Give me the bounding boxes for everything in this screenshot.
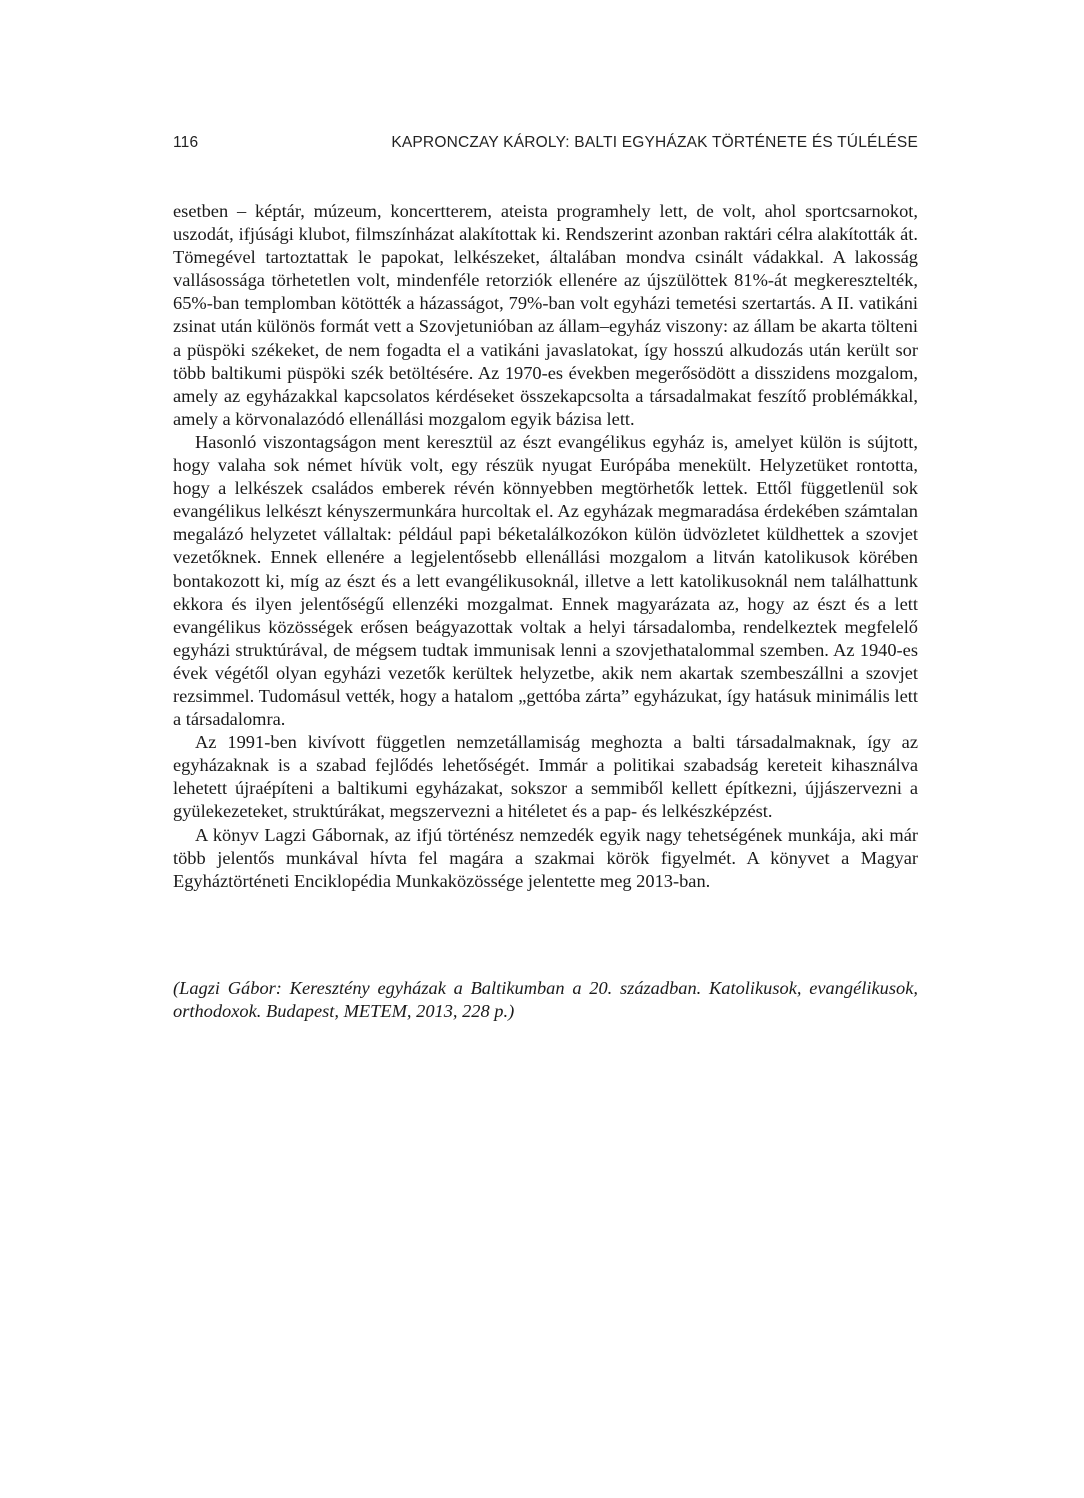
body-text — [173, 200, 918, 893]
book-citation: (Lagzi Gábor: Keresztény egyházak a Baltikumban a 20. században. Katolikusok, evangélikusok, orthodoxok. Budapest, METEM, 2013, 228 p.) — [173, 978, 918, 1022]
running-title: KAPRONCZAY KÁROLY: BALTI EGYHÁZAK TÖRTÉNETE ÉS TÚLÉLÉSE — [391, 134, 918, 151]
paragraph-estonian-church: Hasonló viszontagságon ment keresztül az észt evangélikus egyház is, amelyet külön is sújtott, hogy valaha sok német hívük volt, egy részük nyugat Európába menekült. Helyzetüket rontotta, hogy a lelkészek családos emberek révén könnyebben megtörhetők lettek. Ettől függetlenül sok evangélikus lelkészt kényszermunkára hurcoltak el. Az egyházak megmaradása érdekében számtalan megalázó helyzetet vállaltak: például papi béketalálkozókon külön üdvözletet küldhettek a szovjet vezetőknek. Ennek ellenére a legjelentősebb ellenállási mozgalom a litván katolikusok körében bontakozott ki, míg az észt és a lett evangélikusoknál, illetve a lett katolikusoknál nem találhattunk ekkora és ilyen jelentőségű ellenzéki mozgalmat. Ennek magyarázata az, hogy az észt és a lett evangélikus közösségek erősen beágyazottak voltak a helyi társadalomba, rendelkeztek megfelelő egyházi struktúrával, de mégsem tudtak immunisak lenni a szovjethatalommal szemben. Az 1940-es évek végétől olyan egyházi vezetők kerültek helyzetbe, akik nem akartak szembeszállni a szovjet rezsimmel. Tudomásul vették, hogy a hatalom „gettóba zárta” egyházukat, így hatásuk minimális lett a társadalomra. — [173, 431, 918, 730]
paragraph-continuation: esetben – képtár, múzeum, koncertterem, ateista programhely lett, de volt, ahol sportcsarnokot, uszodát, ifjúsági klubot, filmszínházat alakítottak ki. Rendszerint azonban raktári célra alakították át. Tömegével tartoztattak le papokat, lelkészeket, általában mondva csinált vádakkal. A lakosság vallásossága törhetetlen volt, mindenféle retorziók ellenére az újszülöttek 81%-át megkeresztelték, 65%-ban templomban kötötték a házasságot, 79%-ban volt egyházi temetési szertartás. A II. vatikáni zsinat után különös formát vett a Szovjetunióban az állam–egyház viszony: az állam be akarta tölteni a püspöki székeket, de nem fogadta el a vatikáni javaslatokat, így hosszú alkudozás után került sor több baltikumi püspöki szék betöltésére. Az 1970-es években megerősödött a disszidens mozgalom, amely az egyházakkal kapcsolatos kérdéseket összekapcsolta a társadalmakat feszítő problémákkal, amely a körvonalazódó ellenállási mozgalom egyik bázisa lett. — [173, 201, 918, 429]
page-number: 116 — [173, 134, 199, 151]
paragraph-book-author: A könyv Lagzi Gábornak, az ifjú történész nemzedék egyik nagy tehetségének munkája, aki már több jelentős munkával hívta fel magára a szakmai körök figyelmét. A könyvet a Magyar Egyháztörténeti Enciklopédia Munkaközössége jelentette meg 2013-ban. — [173, 824, 918, 891]
paragraph-independence: Az 1991-ben kivívott független nemzetállamiság meghozta a balti társadalmaknak, így az egyházaknak is a szabad fejlődés lehetőségét. Immár a politikai szabadság kereteit kihasználva lehetett újraépíteni a baltikumi egyházakat, sokszor a semmiből kellett építkezni, újjászervezni a gyülekezeteket, struktúrákat, megszervezni a hitéletet és a pap- és lelkészképzést. — [173, 732, 918, 822]
running-header — [173, 134, 918, 156]
